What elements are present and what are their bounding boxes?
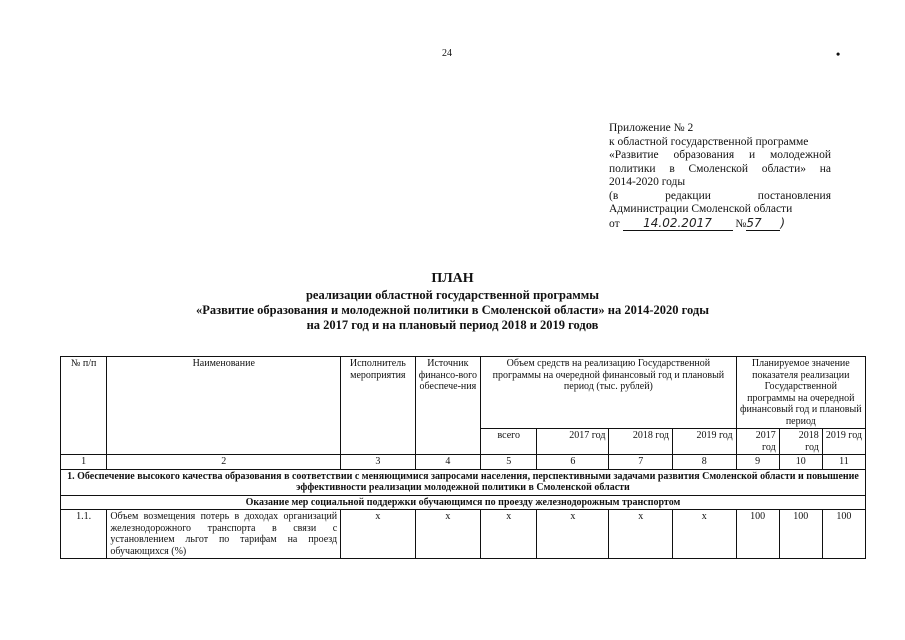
column-number-row: [61, 455, 866, 470]
header-funds-2017: 2017 год: [537, 429, 609, 455]
plan-table: [60, 356, 866, 559]
column-number: 7: [609, 455, 673, 470]
row-source: x: [415, 510, 481, 559]
appendix-line: 2014-2020 годы: [609, 176, 686, 188]
header-total: всего: [481, 429, 537, 455]
column-number: 2: [107, 455, 341, 470]
header-indicator-2018: 2018 год: [779, 429, 822, 455]
from-label: от: [609, 217, 620, 230]
column-number: 1: [61, 455, 107, 470]
column-number: 9: [736, 455, 779, 470]
row-funds-2017: x: [537, 510, 609, 559]
header-name: Наименование: [107, 357, 341, 455]
corner-mark: •: [836, 47, 841, 61]
closing-paren: ): [780, 215, 786, 230]
row-indicator-2018: 100: [779, 510, 822, 559]
column-number: 10: [779, 455, 822, 470]
row-funds-2018: x: [609, 510, 673, 559]
row-indicator-2019: 100: [822, 510, 865, 559]
column-number: 3: [341, 455, 415, 470]
row-name: Объем возмещения потерь в доходах организаций железнодорожного транспорта в связи с установлением льгот по тарифам на проезд обучающихся (%): [107, 510, 341, 559]
row-num: 1.1.: [61, 510, 107, 559]
appendix-line: к областной государственной программе: [609, 135, 809, 148]
appendix-line: «Развитие образования и молодежной: [609, 149, 831, 161]
title-line-2: «Развитие образования и молодежной политики в Смоленской области» на 2014-2020 годы: [196, 303, 709, 317]
header-indicator: Планируемое значение показателя реализации Государственной программы на очередной финансовый год и плановый период: [736, 357, 865, 429]
handwritten-date: 14.02.2017: [623, 217, 733, 232]
column-number: 4: [415, 455, 481, 470]
appendix-line: Администрации Смоленской области: [609, 203, 793, 215]
row-executor: x: [341, 510, 415, 559]
header-indicator-2019: 2019 год: [822, 429, 865, 455]
table-row: [61, 510, 866, 559]
header-executor: Исполнитель мероприятия: [341, 357, 415, 455]
title-line-3: на 2017 год и на плановый период 2018 и 2019 годов: [306, 318, 599, 332]
header-row-1: [61, 357, 866, 429]
title-line-1: реализации областной государственной программы: [305, 288, 600, 302]
column-number: 11: [822, 455, 865, 470]
column-number: 5: [481, 455, 537, 470]
row-indicator-2017: 100: [736, 510, 779, 559]
title-main: ПЛАН: [431, 271, 474, 286]
appendix-line: (в редакции постановления: [609, 189, 831, 202]
appendix-line: политики в Смоленской области» на: [609, 162, 831, 175]
header-funds-2018: 2018 год: [609, 429, 673, 455]
appendix-line: Приложение № 2: [609, 122, 694, 134]
number-label: №: [735, 217, 747, 230]
column-number: 8: [673, 455, 737, 470]
subsection-title: Оказание мер социальной поддержки обучающимся по проезду железнодорожным транспортом: [61, 495, 866, 510]
header-num: № п/п: [61, 357, 107, 455]
document-title: [0, 270, 905, 333]
section-row: [61, 469, 866, 495]
row-funds-2019: x: [673, 510, 737, 559]
page-number: 24: [442, 48, 452, 59]
appendix-block: [609, 122, 831, 231]
section-title: 1. Обеспечение высокого качества образования в соответствии с меняющимися запросами населения, перспективными задачами развития Смоленской области и повышение эффективности реализации молодежной политики в Смоленской области: [61, 469, 866, 495]
header-funds: Объем средств на реализацию Государственной программы на очередной финансовый год и плановый период (тыс. рублей): [481, 357, 736, 429]
header-source: Источник финансо-вого обеспече-ния: [415, 357, 481, 455]
subsection-row: [61, 495, 866, 510]
header-indicator-2017: 2017 год: [736, 429, 779, 455]
handwritten-number: 57: [746, 217, 780, 232]
row-total: x: [481, 510, 537, 559]
header-funds-2019: 2019 год: [673, 429, 737, 455]
column-number: 6: [537, 455, 609, 470]
appendix-date-line: [609, 217, 831, 232]
